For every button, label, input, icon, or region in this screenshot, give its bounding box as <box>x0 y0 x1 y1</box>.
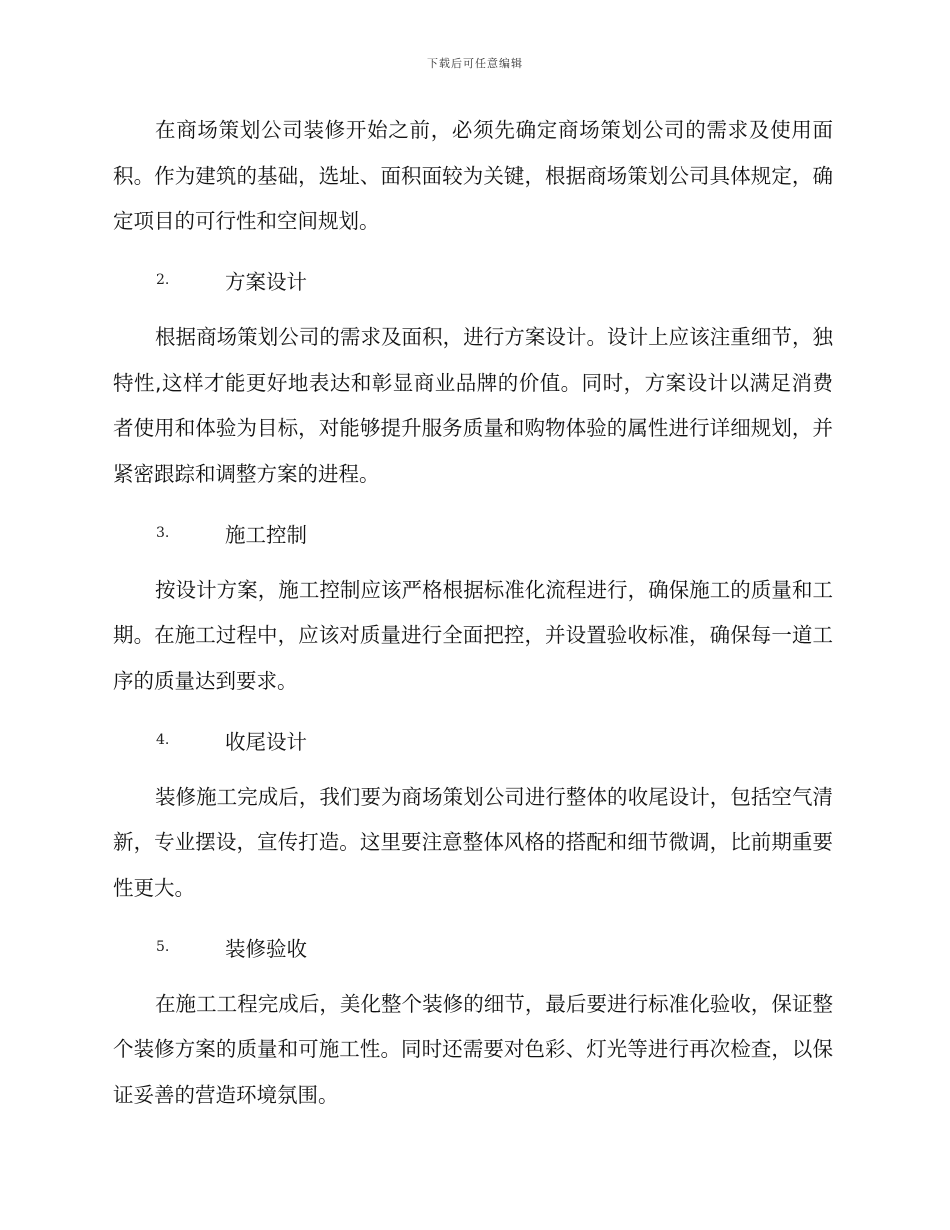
section-number: 2. <box>156 272 170 289</box>
section-body-3: 按设计方案，施工控制应该严格根据标准化流程进行，确保施工的质量和工期。在施工过程中，应该对质量进行全面把控，并设置验收标准，确保每一道工序的质量达到要求。 <box>113 577 833 693</box>
header-note: 下载后可任意编辑 <box>427 57 523 70</box>
section-body-5: 在施工工程完成后，美化整个装修的细节，最后要进行标准化验收，保证整个装修方案的质量和可施工性。同时还需要对色彩、灯光等进行再次检查，以保证妥善的营造环境氛围。 <box>113 991 833 1107</box>
section-heading-5 <box>113 924 833 970</box>
section-heading-3 <box>113 510 833 556</box>
section-number: 5. <box>156 938 170 955</box>
document-body <box>113 108 833 1118</box>
intro-paragraph: 在商场策划公司装修开始之前，必须先确定商场策划公司的需求及使用面积。作为建筑的基础，选址、面积面较为关键，根据商场策划公司具体规定，确定项目的可行性和空间规划。 <box>113 118 833 233</box>
section-title: 方案设计 <box>225 270 307 295</box>
section-number: 3. <box>156 524 170 541</box>
section-body-4: 装修施工完成后，我们要为商场策划公司进行整体的收尾设计，包括空气清新，专业摆设，宣传打造。这里要注意整体风格的搭配和细节微调，比前期重要性更大。 <box>113 784 833 900</box>
section-title: 施工控制 <box>225 522 307 547</box>
section-heading-4 <box>113 717 833 763</box>
section-body-2: 根据商场策划公司的需求及面积，进行方案设计。设计上应该注重细节，独特性,这样才能更好地表达和彰显商业品牌的价值。同时，方案设计以满足消费者使用和体验为目标，对能够提升服务质量和购物体验的属性进行详细规划，并紧密跟踪和调整方案的进程。 <box>113 325 833 486</box>
section-number: 4. <box>156 731 170 748</box>
section-title: 装修验收 <box>225 936 307 961</box>
section-heading-2 <box>113 258 833 304</box>
section-title: 收尾设计 <box>225 729 307 754</box>
